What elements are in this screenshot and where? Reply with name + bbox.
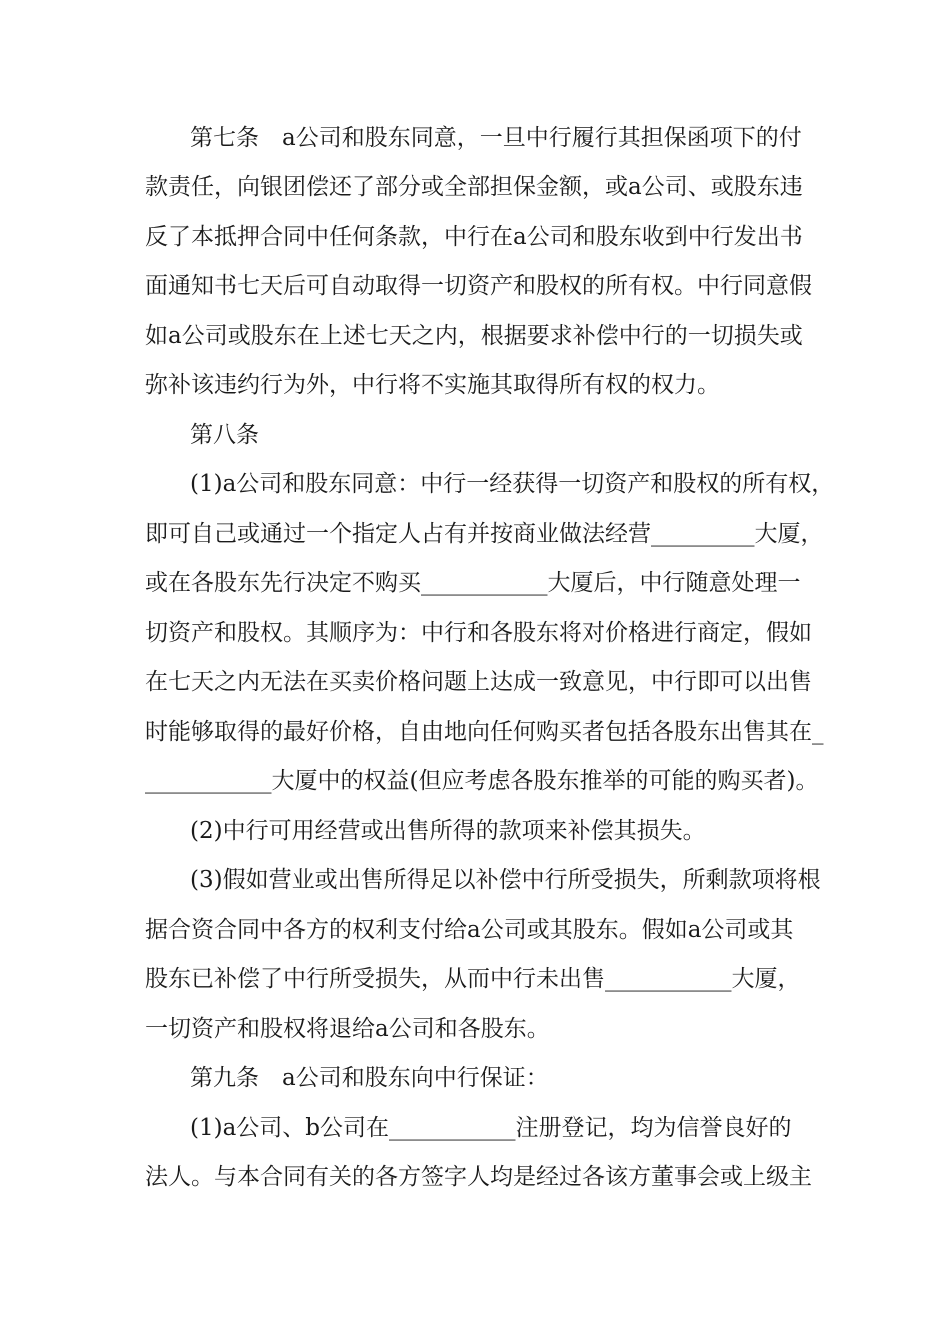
article-8-item-1-line-6: 时能够取得的最好价格，自由地向任何购买者包括各股东出售其在_ [145, 719, 824, 745]
article-8-item-1-line-5: 在七天之内无法在买卖价格问题上达成一致意见，中行即可以出售 [145, 669, 812, 695]
article-7-line-5: 如a公司或股东在上述七天之内，根据要求补偿中行的一切损失或 [145, 323, 803, 349]
article-9-item-1-line-1: (1)a公司、b公司在___________注册登记，均为信誉良好的 [190, 1115, 792, 1141]
article-8-item-3-line-4: 一切资产和股权将退给a公司和各股东。 [145, 1016, 550, 1042]
article-8-item-2: (2)中行可用经营或出售所得的款项来补偿其损失。 [190, 818, 706, 844]
article-8-item-1-line-2: 即可自己或通过一个指定人占有并按商业做法经营_________大厦， [145, 521, 824, 547]
article-9-heading: 第九条 a公司和股东向中行保证： [190, 1065, 549, 1091]
article-9-item-1-line-2: 法人。与本合同有关的各方签字人均是经过各该方董事会或上级主 [145, 1164, 812, 1190]
article-7-line-1: 第七条 a公司和股东同意，一旦中行履行其担保函项下的付 [190, 125, 802, 151]
article-8-item-1-line-1: (1)a公司和股东同意：中行一经获得一切资产和股权的所有权， [190, 471, 835, 497]
article-7-line-4: 面通知书七天后可自动取得一切资产和股权的所有权。中行同意假 [145, 273, 812, 299]
article-8-heading: 第八条 [190, 422, 259, 448]
article-8-item-3-line-1: (3)假如营业或出售所得足以补偿中行所受损失，所剩款项将根 [190, 867, 821, 893]
article-8-item-3-line-3: 股东已补偿了中行所受损失，从而中行未出售___________大厦， [145, 966, 801, 992]
article-8-item-1-line-7: ___________大厦中的权益(但应考虑各股东推举的可能的购买者)。 [145, 768, 819, 794]
article-8-item-3-line-2: 据合资合同中各方的权利支付给a公司或其股东。假如a公司或其 [145, 917, 794, 943]
article-8-item-1-line-3: 或在各股东先行决定不购买___________大厦后，中行随意处理一 [145, 570, 801, 596]
article-7-line-3: 反了本抵押合同中任何条款，中行在a公司和股东收到中行发出书 [145, 224, 803, 250]
article-7-line-6: 弥补该违约行为外，中行将不实施其取得所有权的权力。 [145, 372, 720, 398]
article-7-line-2: 款责任，向银团偿还了部分或全部担保金额，或a公司、或股东违 [145, 174, 803, 200]
article-8-item-1-line-4: 切资产和股权。其顺序为：中行和各股东将对价格进行商定，假如 [145, 620, 812, 646]
